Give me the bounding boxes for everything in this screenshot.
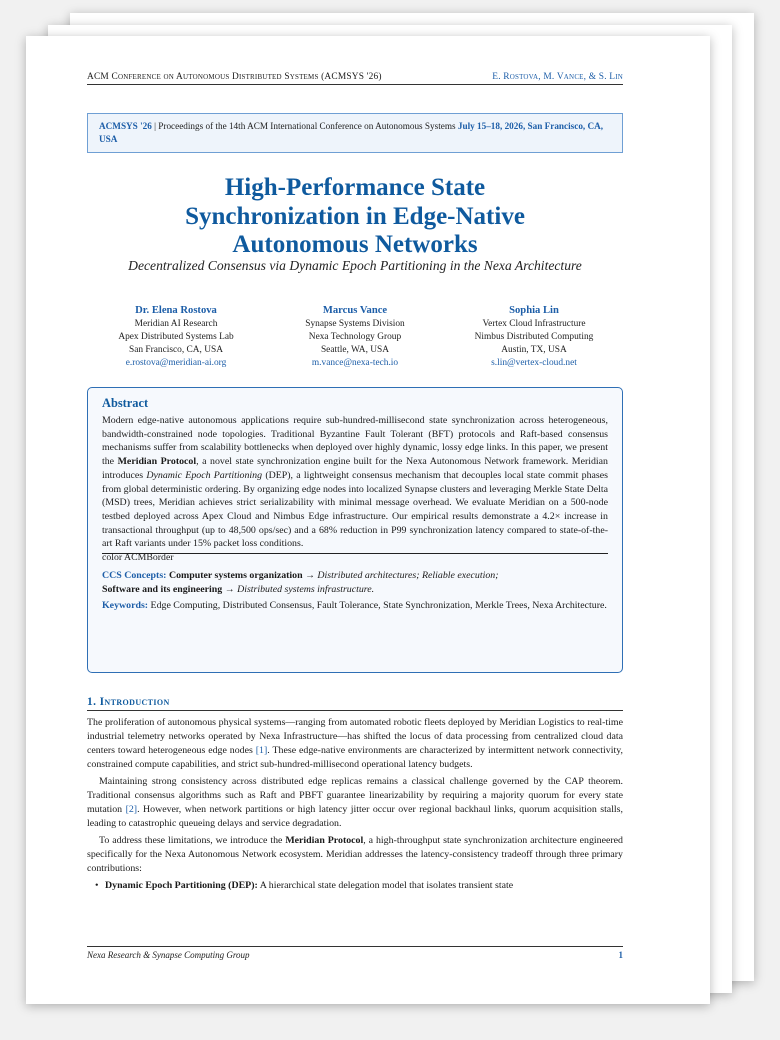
abstract-text	[102, 414, 608, 551]
venue-proceedings: Proceedings of the 14th ACM International Conference on Autonomous Systems	[158, 121, 456, 131]
ccs-label: CCS Concepts:	[102, 570, 167, 582]
citation-link[interactable]: [1]	[255, 745, 268, 757]
keywords-label: Keywords:	[102, 600, 149, 612]
paragraph-text: Maintaining strong consistency across distributed edge replicas remains a classical challenge governed by the CAP theorem. Traditional consensus algorithms such as Raft and PBFT guarantee linearizability by requiring a majority quorum for every state mutation	[87, 775, 623, 816]
paragraph	[87, 775, 623, 831]
title-line-3: Autonomous Networks	[232, 231, 478, 258]
paragraph-text: To address these limitations, we introduce the	[99, 834, 286, 846]
paragraph-text: The proliferation of autonomous physical systems—ranging from automated robotic fleets deployed by Meridian Logistics to real-time industrial telemetry networks operated by Nexa Infrastructure—has shifted the locus of data processing from centralized cloud data centers toward heterogeneous edge nodes	[87, 717, 623, 757]
ccs-term: Computer systems organization	[168, 570, 303, 582]
author-block	[87, 304, 623, 370]
list-item-title: Dynamic Epoch Partitioning (DEP):	[105, 880, 258, 892]
venue-separator: |	[151, 121, 159, 131]
author-location: San Francisco, CA, USA	[128, 345, 223, 355]
author-3	[445, 304, 623, 370]
running-header-left: ACM Conference on Autonomous Distributed Systems (ACMSYS '26)	[87, 72, 382, 82]
list-item-text: A hierarchical state delegation model that isolates transient state	[257, 880, 514, 892]
title-line-1: High-Performance State	[224, 174, 486, 201]
author-affiliation: Nimbus Distributed Computing	[474, 332, 594, 342]
paragraph-text: . These edge-native environments are characterized by intermittent network connectivity, constrained compute capabilities, and strict sub-hundred-millisecond operational latency budgets.	[87, 745, 623, 771]
abstract-text-part: , a novel state synchronization engine built for the Nexa Autonomous Network framework. Meridian introduces	[102, 456, 608, 481]
contribution-list	[87, 879, 623, 893]
ccs-term-detail: → Distributed systems infrastructure.	[222, 584, 375, 596]
author-location: Austin, TX, USA	[501, 345, 567, 355]
keywords	[102, 599, 608, 613]
paper-title	[87, 174, 623, 260]
paragraph-text: , a high-throughput state synchronization architecture engineered specifically for the Nexa Autonomous Network ecosystem. Meridian addresses the latency-consistency tradeoff through three primary contributions:	[87, 834, 623, 874]
protocol-name: Meridian Protocol	[285, 834, 364, 846]
abstract-text-part: (DEP), a lightweight consensus mechanism that decouples local state commit phases from global deterministic ordering. By organizing edge nodes into localized Synapse clusters and leveraging Merkle State Delta (MSD) trees, Meridian achieves strict serializability with minimal message overhead. We evaluate Meridian on a 500-node testbed deployed across Apex Cloud and Nimbus Edge infrastructure. Our empirical results demonstrate a 4.2× increase in transactional throughput (up to 48,500 ops/sec) and a 68% reduction in P99 synchronization latency compared to state-of-the-art Raft variants under 15% packet loss conditions.	[102, 469, 608, 550]
author-name: Sophia Lin	[509, 305, 559, 316]
paragraph-text: . However, when network partitions or high latency jitter occur over regional backhaul links, quorum acquisition stalls, leading to catastrophic queueing delays and service degradation.	[87, 804, 623, 830]
ccs-term: Software and its engineering	[102, 584, 223, 596]
author-name: Dr. Elena Rostova	[135, 305, 217, 316]
paper-subtitle: Decentralized Consensus via Dynamic Epoch Partitioning in the Nexa Architecture	[128, 258, 582, 273]
author-email[interactable]: m.vance@nexa-tech.io	[311, 358, 399, 368]
ccs-term-detail: → Distributed architectures; Reliable execution;	[302, 570, 499, 582]
author-2	[266, 304, 444, 370]
running-header-authors: E. Rostova, M. Vance, & S. Lin	[492, 72, 623, 82]
abstract-text-part: Modern edge-native autonomous applications require sub-hundred-millisecond state synchronization across heterogeneous, bandwidth-constrained node topologies. Traditional Byzantine Fault Tolerant (BFT) protocols and Raft-based consensus mechanisms suffer from scalability bottlenecks when deployed over highly dynamic, lossy edge links. In this paper, we present the	[102, 415, 608, 468]
ccs-concepts	[102, 569, 608, 597]
author-email[interactable]: s.lin@vertex-cloud.net	[491, 358, 577, 368]
paragraph	[87, 716, 623, 772]
protocol-name: Meridian Protocol	[117, 456, 197, 468]
venue-date-location: July 15–18, 2026, San Francisco, CA, USA	[99, 121, 604, 144]
keywords-text: Edge Computing, Distributed Consensus, Fault Tolerance, State Synchronization, Merkle Trees, Nexa Architecture.	[148, 600, 607, 612]
section-heading-introduction: 1. Introduction	[87, 696, 623, 711]
introduction-body	[87, 716, 623, 893]
list-item	[105, 879, 623, 893]
author-name: Marcus Vance	[322, 305, 388, 316]
footer-group: Nexa Research & Synapse Computing Group	[87, 950, 250, 960]
title-line-2: Synchronization in Edge-Native	[185, 202, 525, 230]
abstract-box	[87, 387, 623, 673]
page-content	[87, 36, 623, 1004]
page-footer	[87, 946, 623, 960]
paragraph	[87, 834, 623, 876]
dep-term: Dynamic Epoch Partitioning	[146, 469, 263, 481]
running-header	[87, 72, 623, 85]
venue-banner	[87, 113, 623, 153]
author-email[interactable]: e.rostova@meridian-ai.org	[125, 358, 227, 368]
abstract-heading: Abstract	[102, 396, 149, 410]
author-affiliation: Apex Distributed Systems Lab	[118, 332, 234, 342]
page-number: 1	[618, 950, 623, 960]
citation-link[interactable]: [2]	[125, 804, 138, 816]
author-1	[87, 304, 265, 370]
author-affiliation: Synapse Systems Division	[305, 319, 405, 329]
author-affiliation: Vertex Cloud Infrastructure	[482, 319, 586, 329]
latex-leak-text: color ACMBorder	[102, 552, 174, 564]
author-affiliation: Nexa Technology Group	[308, 332, 402, 342]
venue-acronym: ACMSYS '26	[99, 121, 152, 131]
author-location: Seattle, WA, USA	[320, 345, 390, 355]
author-affiliation: Meridian AI Research	[134, 319, 218, 329]
